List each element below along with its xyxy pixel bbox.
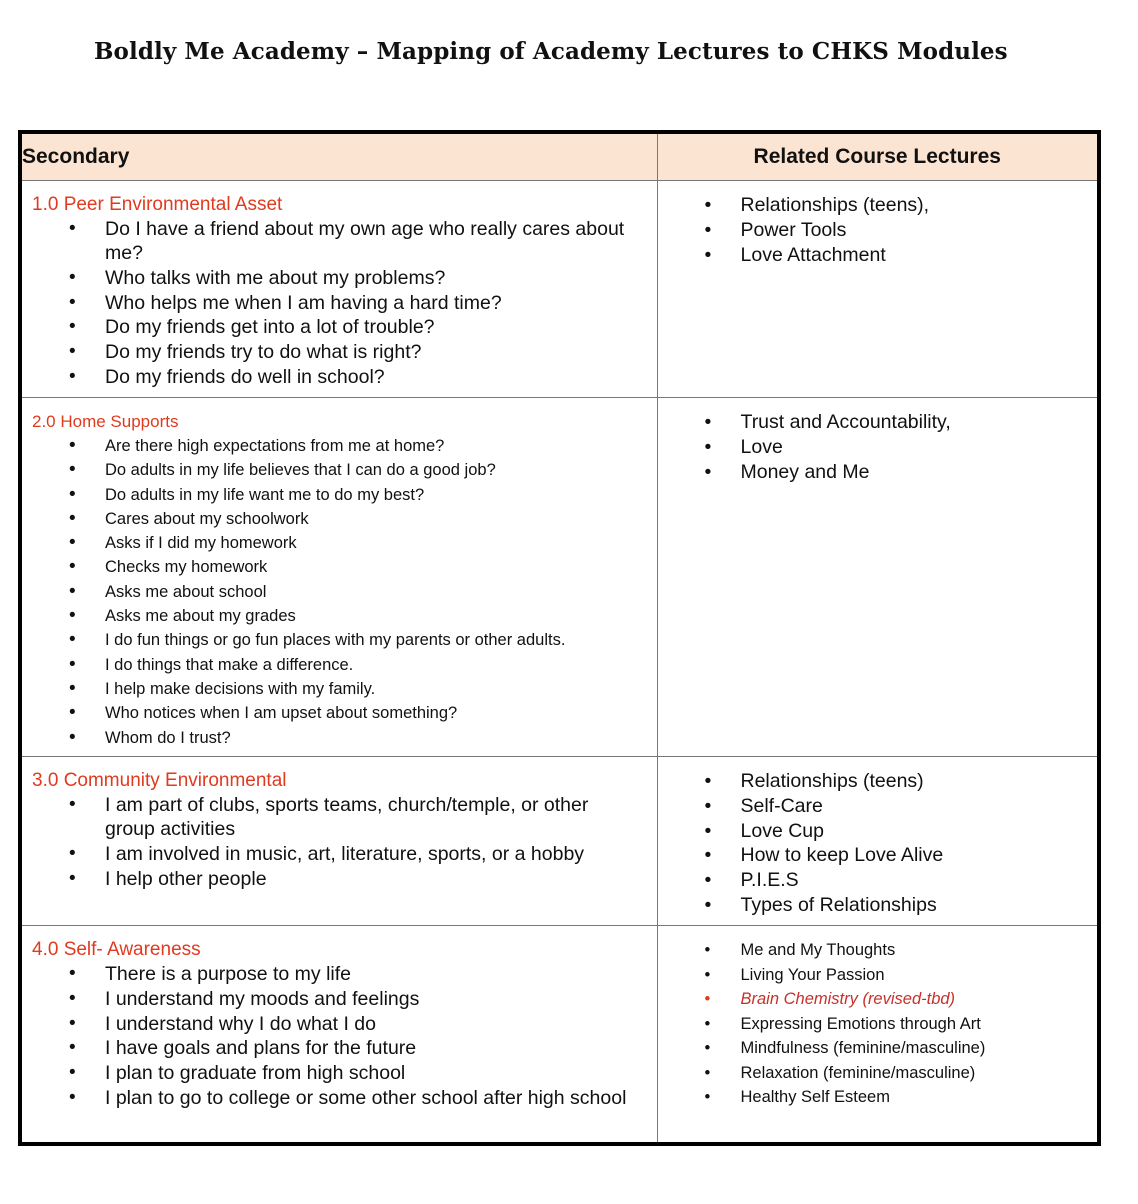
lecture-list bbox=[658, 769, 1098, 918]
list-item: • Who talks with me about my problems? bbox=[22, 266, 657, 290]
lecture-item: • Money and Me bbox=[658, 460, 1098, 485]
question-list bbox=[22, 217, 657, 389]
table-row bbox=[20, 181, 1099, 398]
list-item: • Who notices when I am upset about something? bbox=[22, 701, 657, 725]
list-item: • Do my friends get into a lot of trouble? bbox=[22, 315, 657, 339]
lecture-item: • Love Attachment bbox=[658, 243, 1098, 268]
list-item: • I do things that make a difference. bbox=[22, 653, 657, 677]
lecture-item: • Mindfulness (feminine/masculine) bbox=[658, 1036, 1098, 1061]
list-item: • Do adults in my life want me to do my best? bbox=[22, 483, 657, 507]
lecture-item: • Living Your Passion bbox=[658, 963, 1098, 988]
list-item: • Do my friends do well in school? bbox=[22, 365, 657, 389]
lecture-item: • Relationships (teens), bbox=[658, 193, 1098, 218]
list-item: • Who helps me when I am having a hard time? bbox=[22, 291, 657, 315]
lecture-item: • Healthy Self Esteem bbox=[658, 1085, 1098, 1110]
page-title: Boldly Me Academy – Mapping of Academy Lectures to CHKS Modules bbox=[94, 38, 1008, 65]
lecture-item: • Love Cup bbox=[658, 819, 1098, 844]
section-title: 1.0 Peer Environmental Asset bbox=[32, 194, 283, 215]
lectures-cell bbox=[657, 181, 1099, 398]
list-item: • I help other people bbox=[22, 867, 657, 891]
lecture-list bbox=[658, 193, 1098, 267]
table-row bbox=[20, 757, 1099, 926]
lectures-cell bbox=[657, 757, 1099, 926]
list-item: • I do fun things or go fun places with my parents or other adults. bbox=[22, 628, 657, 652]
list-item: • I am part of clubs, sports teams, church/temple, or other group activities bbox=[22, 793, 657, 841]
section-title: 3.0 Community Environmental bbox=[32, 770, 287, 791]
header-related-lectures: Related Course Lectures bbox=[657, 132, 1099, 181]
lecture-list bbox=[658, 410, 1098, 484]
list-item: • Do adults in my life believes that I can do a good job? bbox=[22, 458, 657, 482]
question-list bbox=[22, 962, 657, 1110]
secondary-cell bbox=[20, 926, 657, 1145]
lecture-item: • Relaxation (feminine/masculine) bbox=[658, 1061, 1098, 1086]
list-item: • I plan to graduate from high school bbox=[22, 1061, 657, 1085]
table-row bbox=[20, 398, 1099, 757]
list-item: • Do my friends try to do what is right? bbox=[22, 340, 657, 364]
lecture-item: • Love bbox=[658, 435, 1098, 460]
list-item: • I have goals and plans for the future bbox=[22, 1036, 657, 1060]
list-item: • Asks me about school bbox=[22, 580, 657, 604]
lecture-item: • Me and My Thoughts bbox=[658, 938, 1098, 963]
lectures-cell bbox=[657, 398, 1099, 757]
lecture-item: • Trust and Accountability, bbox=[658, 410, 1098, 435]
header-row bbox=[20, 132, 1099, 181]
list-item: • Are there high expectations from me at home? bbox=[22, 434, 657, 458]
list-item: • Asks if I did my homework bbox=[22, 531, 657, 555]
lecture-list bbox=[658, 938, 1098, 1110]
list-item: • Cares about my schoolwork bbox=[22, 507, 657, 531]
lectures-cell bbox=[657, 926, 1099, 1145]
lecture-item: • P.I.E.S bbox=[658, 868, 1098, 893]
list-item: • I help make decisions with my family. bbox=[22, 677, 657, 701]
question-list bbox=[22, 434, 657, 750]
lecture-item-highlighted: • Brain Chemistry (revised-tbd) bbox=[658, 987, 1098, 1012]
section-title: 4.0 Self- Awareness bbox=[32, 939, 201, 960]
list-item: • Do I have a friend about my own age who really cares about me? bbox=[22, 217, 657, 265]
lecture-item: • Self-Care bbox=[658, 794, 1098, 819]
list-item: • Checks my homework bbox=[22, 555, 657, 579]
question-list bbox=[22, 793, 657, 891]
lecture-item: • Types of Relationships bbox=[658, 893, 1098, 918]
lecture-item: • Relationships (teens) bbox=[658, 769, 1098, 794]
list-item: • I plan to go to college or some other school after high school bbox=[22, 1086, 657, 1110]
list-item: • I understand why I do what I do bbox=[22, 1012, 657, 1036]
list-item: • I am involved in music, art, literature, sports, or a hobby bbox=[22, 842, 657, 866]
lecture-item: • Expressing Emotions through Art bbox=[658, 1012, 1098, 1037]
secondary-cell bbox=[20, 181, 657, 398]
list-item: • Asks me about my grades bbox=[22, 604, 657, 628]
secondary-cell bbox=[20, 398, 657, 757]
table-row bbox=[20, 926, 1099, 1145]
list-item: • Whom do I trust? bbox=[22, 726, 657, 750]
mapping-table bbox=[18, 130, 1101, 1146]
list-item: • I understand my moods and feelings bbox=[22, 987, 657, 1011]
header-secondary: Secondary bbox=[20, 132, 657, 181]
lecture-item: • How to keep Love Alive bbox=[658, 843, 1098, 868]
list-item: • There is a purpose to my life bbox=[22, 962, 657, 986]
section-title: 2.0 Home Supports bbox=[32, 412, 179, 431]
secondary-cell bbox=[20, 757, 657, 926]
lecture-item: • Power Tools bbox=[658, 218, 1098, 243]
